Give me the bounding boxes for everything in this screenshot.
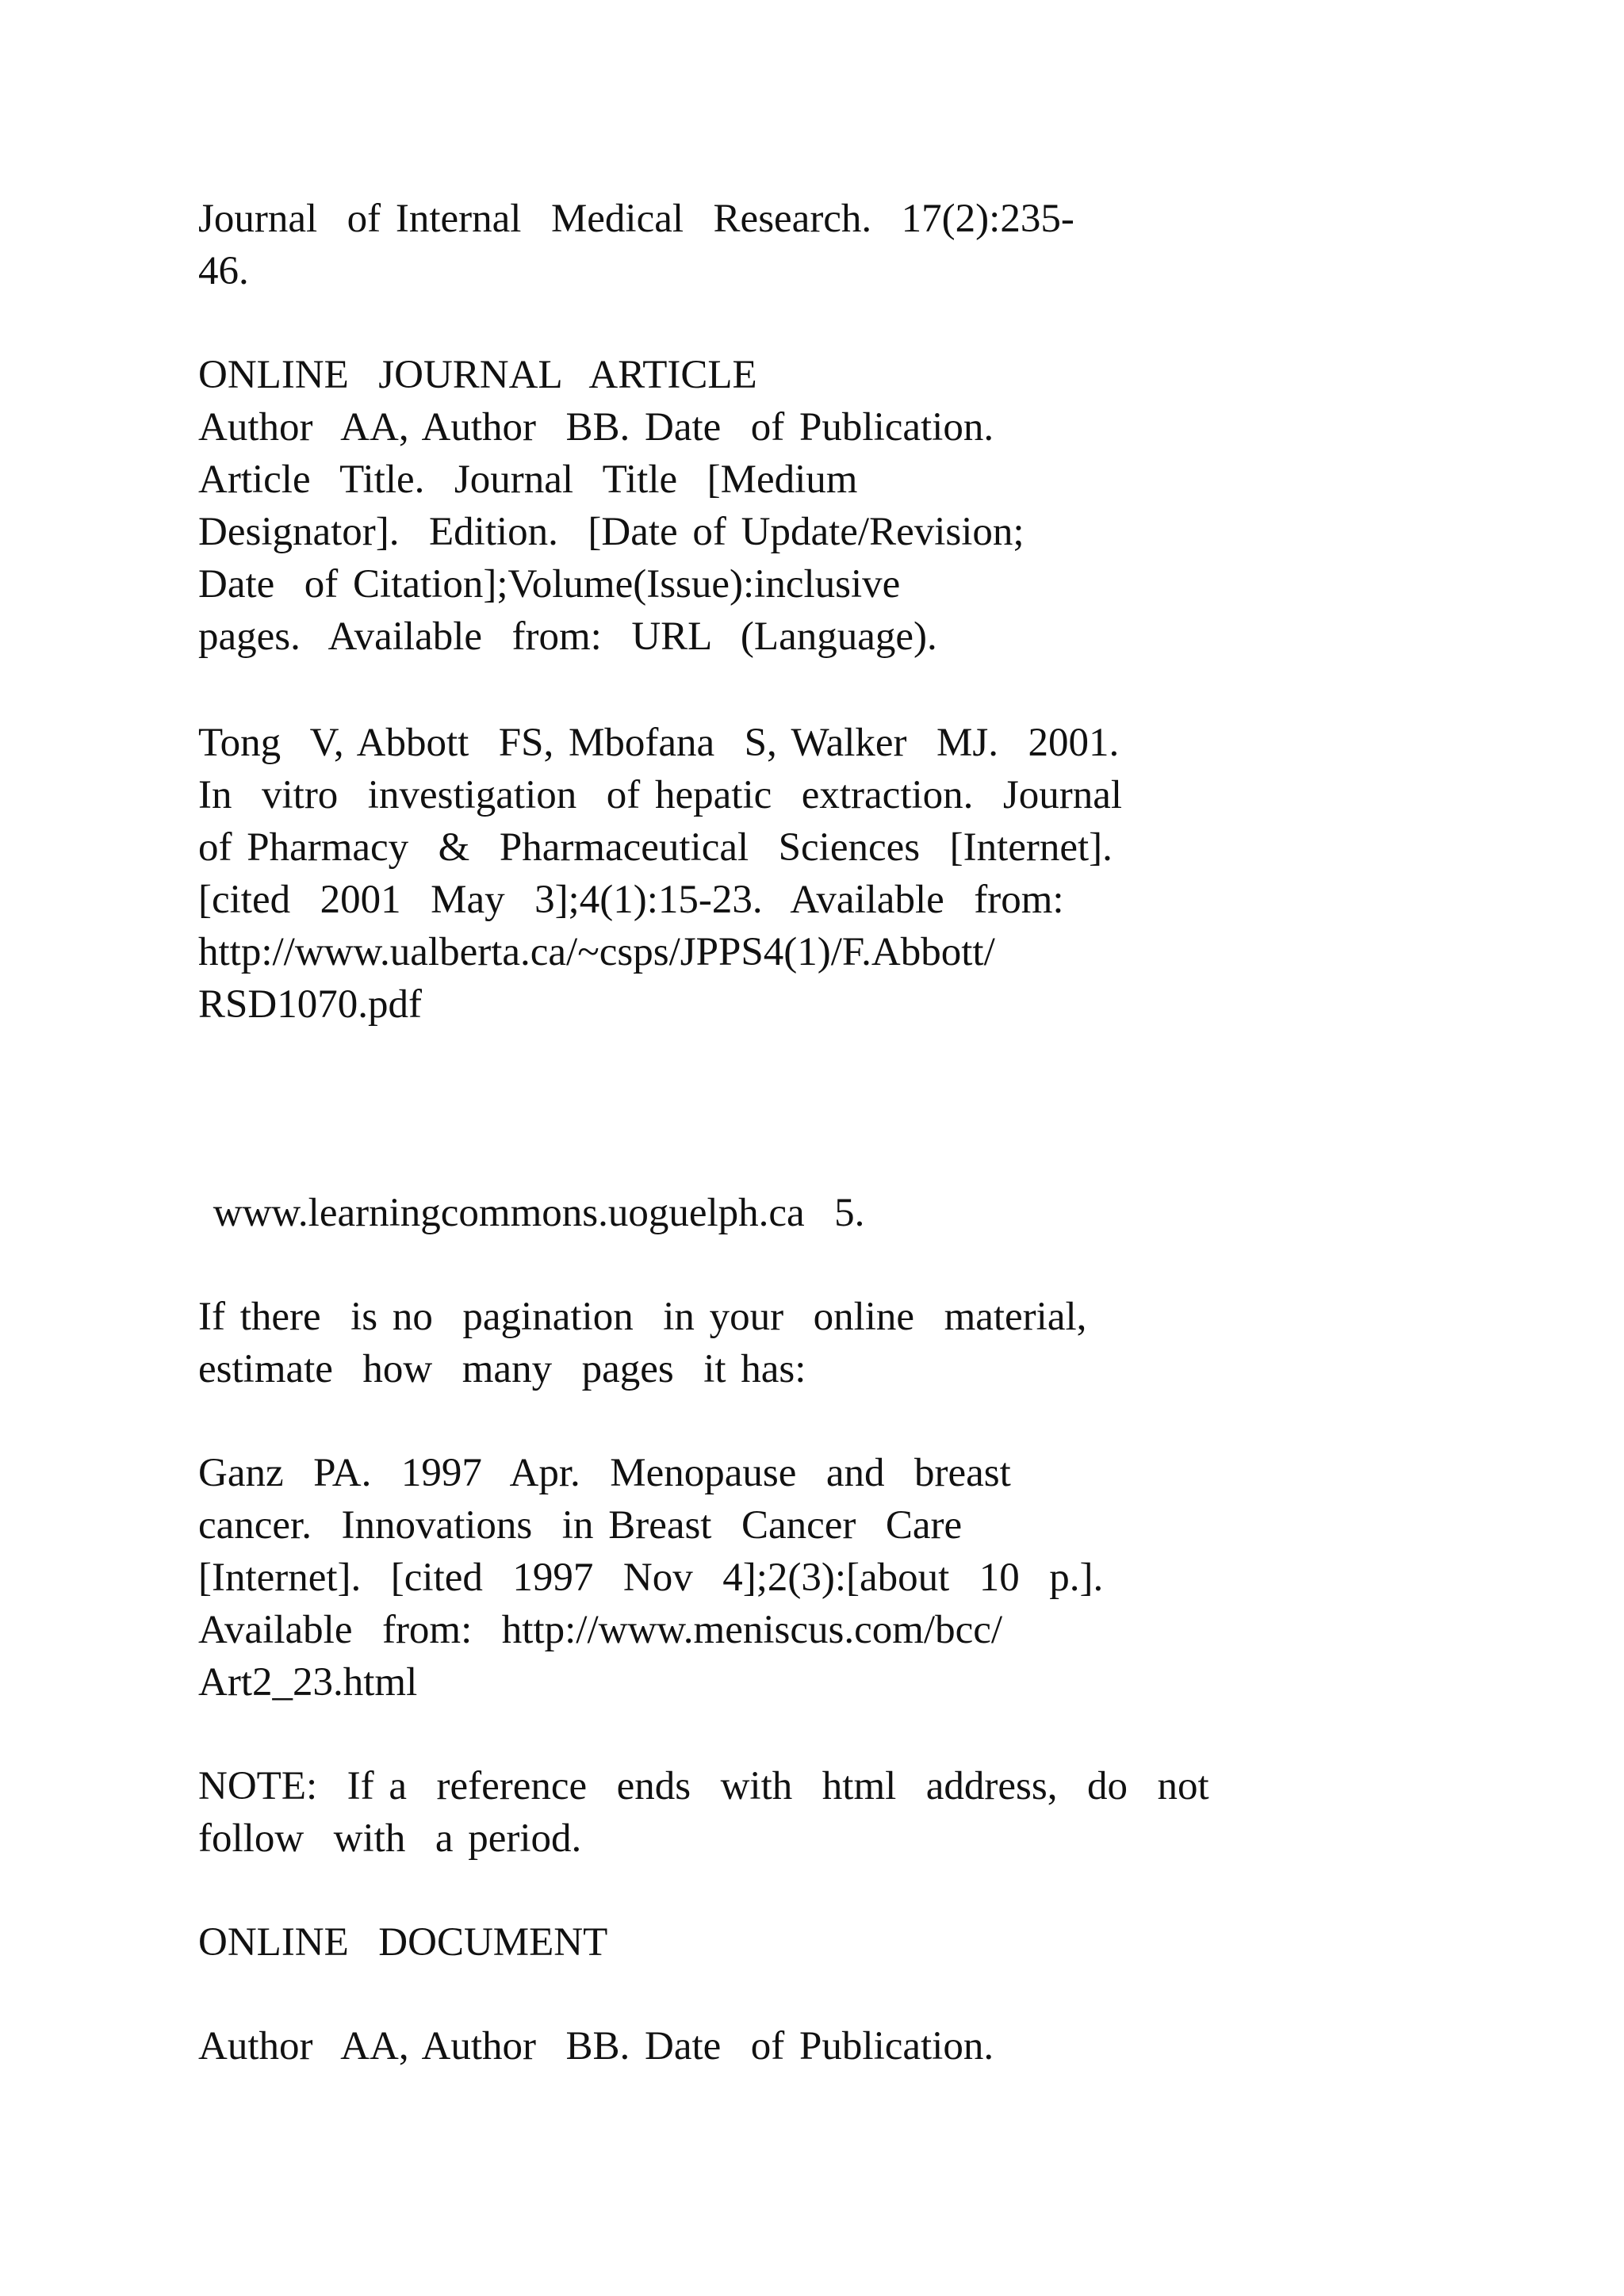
text-line: [Internet]. [cited 1997 Nov 4];2(3):[about 10 p.].: [198, 1556, 1104, 1600]
text-line: Art2_23.html: [198, 1660, 418, 1705]
text-line: Date of Citation];Volume(Issue):inclusive: [198, 562, 901, 607]
online-journal-article-section: [198, 349, 1546, 663]
text-line: Author AA, Author BB. Date of Publication.: [198, 2024, 994, 2068]
pagination-note: [198, 1291, 1546, 1395]
text-line: NOTE: If a reference ends with html address, do not: [198, 1764, 1209, 1808]
text-line: Ganz PA. 1997 Apr. Menopause and breast: [198, 1451, 1011, 1495]
example-reference-tong: [198, 717, 1546, 1031]
footer-text: www.learningcommons.uoguelph.ca 5.: [198, 1191, 865, 1235]
text-line: Designator]. Edition. [Date of Update/Revision;: [198, 510, 1025, 554]
text-line: Author AA, Author BB. Date of Publication.: [198, 405, 994, 450]
text-line: Journal of Internal Medical Research. 17(2):235-: [198, 197, 1074, 241]
text-line: follow with a period.: [198, 1816, 582, 1861]
section-heading: ONLINE JOURNAL ARTICLE: [198, 353, 757, 397]
text-line: [cited 2001 May 3];4(1):15-23. Available from:: [198, 878, 1064, 922]
text-line: Available from: http://www.meniscus.com/bcc/: [198, 1608, 1003, 1652]
text-line: of Pharmacy & Pharmaceutical Sciences [Internet].: [198, 825, 1113, 870]
text-line: 46.: [198, 249, 249, 293]
text-line: http://www.ualberta.ca/~csps/JPPS4(1)/F.Abbott/: [198, 930, 995, 974]
reference-tail: [198, 193, 1546, 297]
section-heading: ONLINE DOCUMENT: [198, 1920, 608, 1965]
example-reference-ganz: [198, 1447, 1546, 1709]
text-line: If there is no pagination in your online material,: [198, 1295, 1087, 1339]
text-line: In vitro investigation of hepatic extraction. Journal: [198, 773, 1123, 817]
text-line: RSD1070.pdf: [198, 982, 422, 1027]
text-line: Article Title. Journal Title [Medium: [198, 457, 858, 502]
page-footer: [198, 1187, 1546, 1239]
text-line: Tong V, Abbott FS, Mbofana S, Walker MJ. 2001.: [198, 721, 1120, 765]
text-line: cancer. Innovations in Breast Cancer Care: [198, 1503, 963, 1548]
online-document-format: [198, 2020, 1546, 2072]
note-paragraph: [198, 1760, 1546, 1865]
online-document-heading: [198, 1916, 1546, 1969]
text-line: pages. Available from: URL (Language).: [198, 614, 937, 659]
text-line: estimate how many pages it has:: [198, 1347, 806, 1391]
